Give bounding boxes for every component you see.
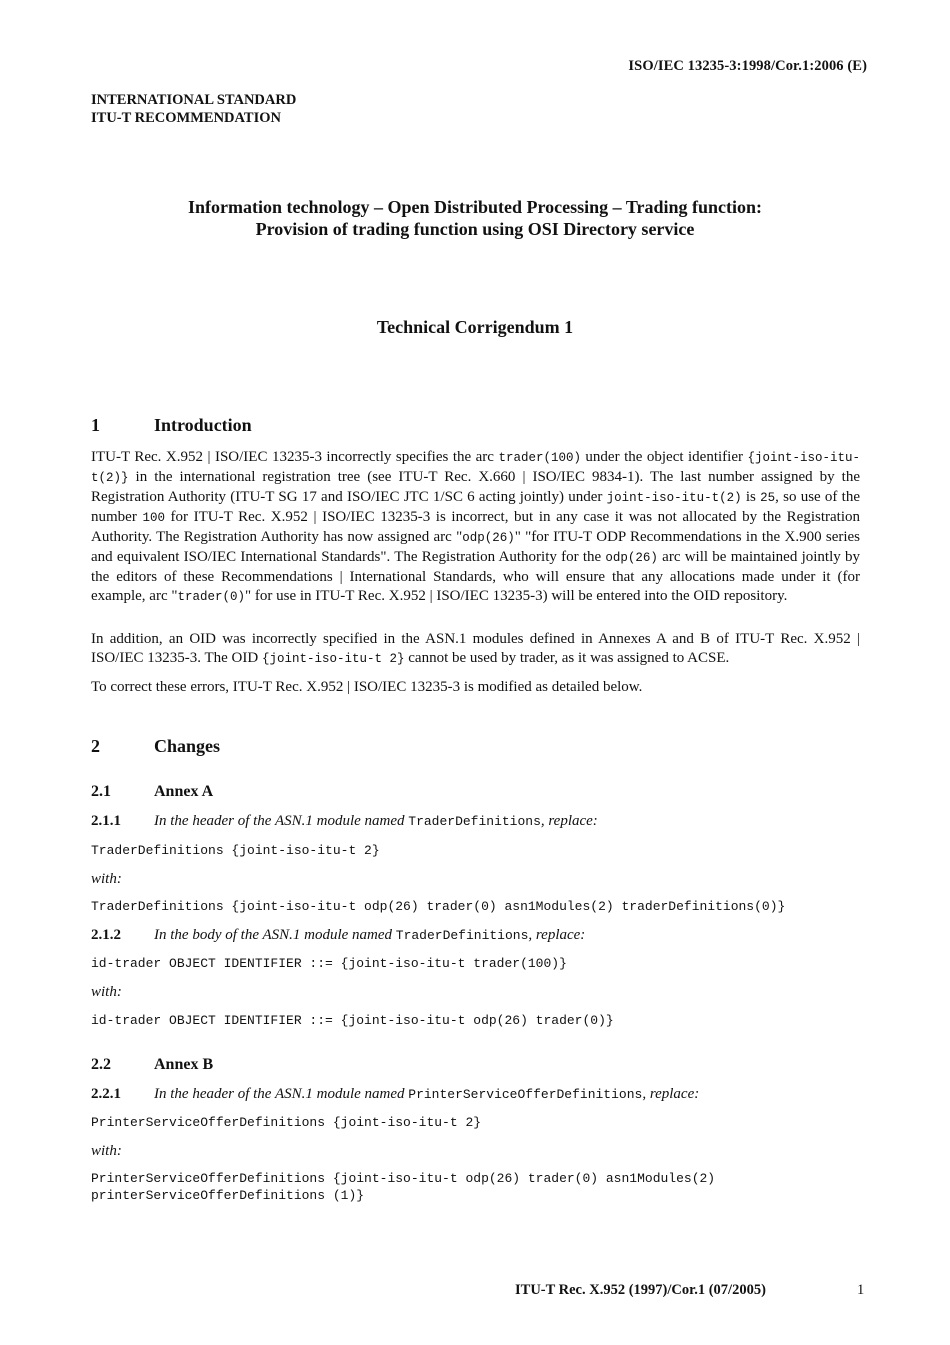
text-run: under the object identifier bbox=[580, 449, 748, 465]
document-id: ISO/IEC 13235-3:1998/Cor.1:2006 (E) bbox=[628, 58, 867, 74]
text-run: arc will be maintained jointly by the editors of these Recommendations | International Standards, who will ensure that any allocations made under it (for example, arc " bbox=[91, 549, 860, 604]
inline-code: 100 bbox=[142, 511, 165, 525]
text-run: , so use of the number bbox=[91, 489, 860, 525]
text-run: " for use in ITU-T Rec. X.952 | ISO/IEC 13235-3) will be entered into the OID repository. bbox=[245, 588, 788, 604]
footer-reference: ITU-T Rec. X.952 (1997)/Cor.1 (07/2005) bbox=[515, 1282, 766, 1298]
clause-2-1-1-heading bbox=[91, 813, 598, 830]
with-label: with: bbox=[91, 1143, 122, 1159]
clause-instruction-end: , replace: bbox=[540, 813, 598, 829]
with-label: with: bbox=[91, 984, 122, 1000]
inline-code: {joint-iso-itu-t(2)} bbox=[91, 451, 860, 485]
section-title: Changes bbox=[154, 736, 221, 756]
designation-line-1: INTERNATIONAL STANDARD bbox=[91, 92, 297, 108]
clause-number: 2.1.2 bbox=[91, 927, 121, 943]
section-number: 2 bbox=[91, 736, 100, 756]
clause-instruction-end: , replace: bbox=[528, 927, 586, 943]
intro-paragraph-3: To correct these errors, ITU-T Rec. X.952 | ISO/IEC 13235-3 is modified as detailed below. bbox=[91, 679, 643, 695]
inline-code: odp(26) bbox=[605, 551, 658, 565]
clause-instruction-end: , replace: bbox=[642, 1086, 700, 1102]
text-run: In addition, an OID was incorrectly specified in the ASN.1 modules defined in Annexes A and B of ITU-T Rec. X.952 | ISO/IEC 13235-3. The OID bbox=[91, 631, 860, 666]
text-run: ITU-T Rec. X.952 | ISO/IEC 13235-3 incorrectly specifies the arc bbox=[91, 449, 499, 465]
inline-code: joint-iso-itu-t(2) bbox=[606, 491, 742, 505]
section-2-heading bbox=[91, 736, 220, 757]
intro-paragraph-1 bbox=[91, 448, 860, 607]
corrigendum-title: Technical Corrigendum 1 bbox=[376, 317, 574, 337]
inline-code: odp(26) bbox=[462, 531, 515, 545]
inline-code: {joint-iso-itu-t 2} bbox=[261, 652, 405, 666]
text-run: " "for ITU-T ODP Recommendations in the X.900 series and equivalent ISO/IEC International Standards". The Registration Authority for the bbox=[91, 529, 861, 565]
new-code-line-2: printerServiceOfferDefinitions (1)} bbox=[91, 1188, 365, 1203]
subsection-number: 2.1 bbox=[91, 783, 111, 800]
page-number: 1 bbox=[857, 1282, 865, 1298]
clause-number: 2.1.1 bbox=[91, 813, 121, 829]
old-code-line: PrinterServiceOfferDefinitions {joint-iso-itu-t 2} bbox=[91, 1115, 482, 1130]
module-name: TraderDefinitions bbox=[408, 814, 541, 829]
text-run: cannot be used by trader, as it was assigned to ACSE. bbox=[404, 650, 730, 666]
old-code-line: id-trader OBJECT IDENTIFIER ::= {joint-iso-itu-t trader(100)} bbox=[91, 956, 567, 971]
clause-2-1-2-heading bbox=[91, 927, 585, 944]
clause-instruction: In the header of the ASN.1 module named bbox=[154, 813, 409, 829]
with-label: with: bbox=[91, 871, 122, 887]
intro-paragraph-2 bbox=[91, 630, 860, 669]
subsection-2-1-heading bbox=[91, 783, 213, 801]
clause-2-2-1-heading bbox=[91, 1086, 699, 1103]
section-title: Introduction bbox=[154, 415, 252, 435]
title-line-2: Provision of trading function using OSI Directory service bbox=[255, 219, 695, 239]
clause-number: 2.2.1 bbox=[91, 1086, 121, 1102]
text-run: for ITU-T Rec. X.952 | ISO/IEC 13235-3 is incorrect, but in any case it was not allocated by the Registration Authority. The Registration Authority has now assigned arc " bbox=[91, 509, 860, 545]
section-1-heading bbox=[91, 415, 252, 436]
designation-line-2: ITU-T RECOMMENDATION bbox=[91, 110, 281, 126]
inline-code: 25 bbox=[760, 491, 776, 505]
title-line-1: Information technology – Open Distributed Processing – Trading function: bbox=[187, 197, 763, 217]
new-code-line: TraderDefinitions {joint-iso-itu-t odp(26) trader(0) asn1Modules(2) traderDefinitions(0)} bbox=[91, 899, 786, 914]
text-run: is bbox=[741, 489, 761, 505]
new-code-line: id-trader OBJECT IDENTIFIER ::= {joint-iso-itu-t odp(26) trader(0)} bbox=[91, 1013, 614, 1028]
document-title bbox=[0, 196, 950, 240]
standard-designation bbox=[91, 91, 296, 127]
clause-instruction: In the header of the ASN.1 module named bbox=[154, 1086, 409, 1102]
subsection-number: 2.2 bbox=[91, 1056, 111, 1073]
inline-code: trader(100) bbox=[498, 451, 581, 465]
subsection-2-2-heading bbox=[91, 1056, 213, 1074]
subsection-title: Annex A bbox=[154, 783, 214, 800]
section-number: 1 bbox=[91, 415, 100, 435]
inline-code: trader(0) bbox=[177, 590, 246, 604]
new-code-line-1: PrinterServiceOfferDefinitions {joint-iso-itu-t odp(26) trader(0) asn1Modules(2) bbox=[91, 1171, 716, 1186]
module-name: PrinterServiceOfferDefinitions bbox=[408, 1087, 643, 1102]
module-name: TraderDefinitions bbox=[395, 928, 529, 943]
text-run: in the international registration tree (see ITU-T Rec. X.660 | ISO/IEC 9834-1). The last number assigned by the Registration Authority (ITU-T SG 17 and ISO/IEC JTC 1/SC 6 acting jointly) under bbox=[91, 469, 860, 505]
subsection-title: Annex B bbox=[154, 1056, 214, 1073]
old-code-line: TraderDefinitions {joint-iso-itu-t 2} bbox=[91, 843, 380, 858]
clause-instruction: In the body of the ASN.1 module named bbox=[154, 927, 396, 943]
